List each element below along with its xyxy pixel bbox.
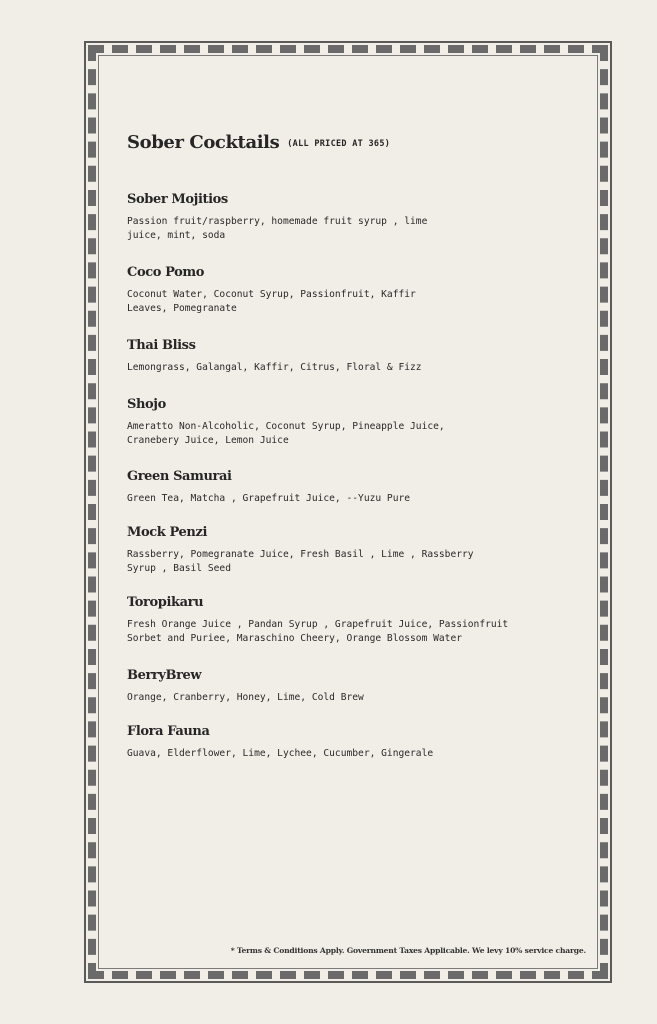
menu-item-thai-bliss	[127, 338, 567, 375]
item-name: BerryBrew	[127, 668, 202, 683]
item-description: Lemongrass, Galangal, Kaffir, Citrus, Floral & Fizz	[127, 362, 422, 373]
item-name: Coco Pomo	[127, 265, 205, 280]
menu-item-green-samurai	[127, 469, 567, 506]
menu-title-text: Sober Cocktails	[127, 132, 280, 153]
menu-item-mock-penzi	[127, 525, 567, 576]
menu-title	[127, 132, 390, 153]
item-description: Green Tea, Matcha , Grapefruit Juice, --Yuzu Pure	[127, 493, 411, 504]
menu-item-flora-fauna	[127, 724, 567, 761]
price-note: (ALL PRICED AT 365)	[287, 139, 391, 149]
item-description: Fresh Orange Juice , Pandan Syrup , Grapefruit Juice, Passionfruit Sorbet and Puriee, Maraschino Cheery, Orange Blossom Water	[127, 619, 509, 644]
item-description: Coconut Water, Coconut Syrup, Passionfruit, Kaffir Leaves, Pomegranate	[127, 289, 416, 314]
item-name: Sober Mojitios	[127, 192, 228, 207]
item-name: Thai Bliss	[127, 338, 196, 353]
item-description: Rassberry, Pomegranate Juice, Fresh Basil , Lime , Rassberry Syrup , Basil Seed	[127, 549, 474, 574]
item-description: Ameratto Non-Alcoholic, Coconut Syrup, Pineapple Juice, Cranebery Juice, Lemon Juice	[127, 421, 445, 446]
menu-item-coco-pomo	[127, 265, 567, 316]
item-name: Flora Fauna	[127, 724, 210, 739]
item-name: Toropikaru	[127, 595, 204, 610]
menu-item-shojo	[127, 397, 567, 448]
menu-item-berrybrew	[127, 668, 567, 705]
terms-footnote: * Terms & Conditions Apply. Government Taxes Applicable. We levy 10% service charge.	[230, 946, 586, 955]
item-name: Mock Penzi	[127, 525, 207, 540]
item-name: Shojo	[127, 397, 166, 412]
item-description: Guava, Elderflower, Lime, Lychee, Cucumber, Gingerale	[127, 748, 434, 759]
item-name: Green Samurai	[127, 469, 232, 484]
menu-item-toropikaru	[127, 595, 567, 646]
menu-item-sober-mojitios	[127, 192, 567, 243]
item-description: Orange, Cranberry, Honey, Lime, Cold Brew	[127, 692, 364, 703]
item-description: Passion fruit/raspberry, homemade fruit syrup , lime juice, mint, soda	[127, 216, 428, 241]
